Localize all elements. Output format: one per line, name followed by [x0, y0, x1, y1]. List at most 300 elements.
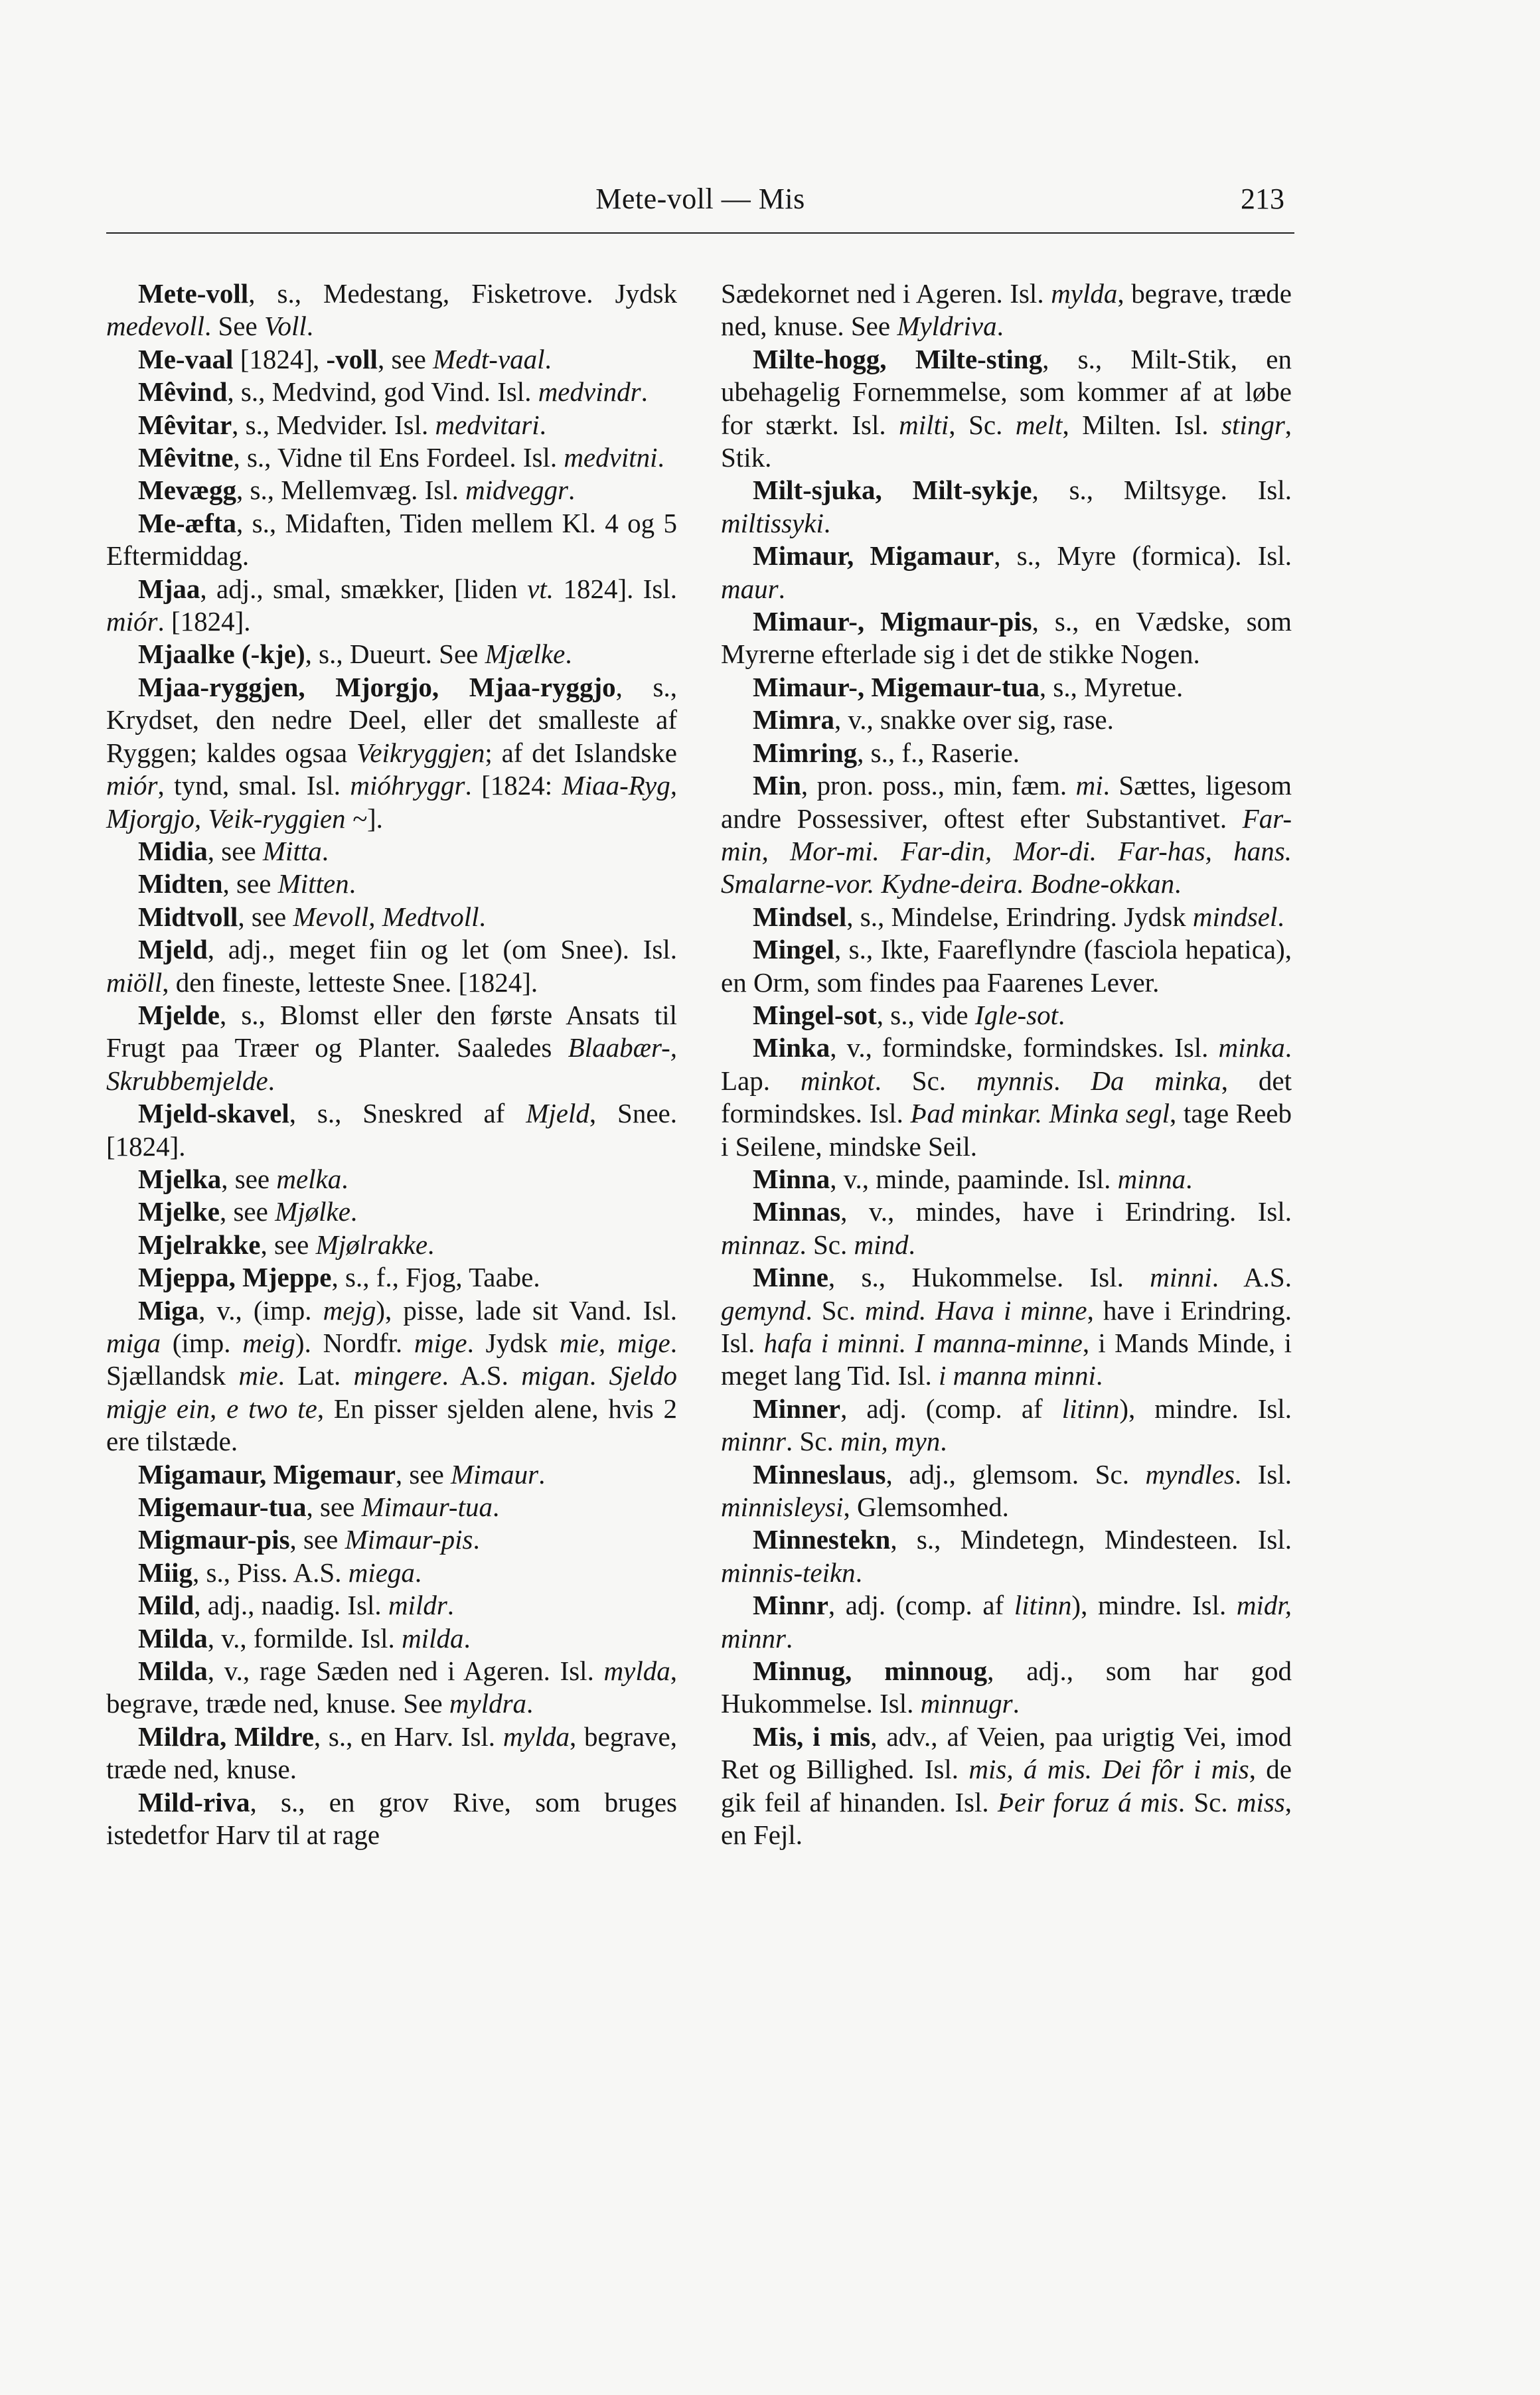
entry-text: , v., (imp. [198, 1294, 323, 1326]
entry-text: . [427, 1229, 435, 1260]
entry-text: , s., Midaften, Tiden mellem Kl. 4 og 5 Eftermiddag. [106, 507, 677, 572]
headword: Miig [138, 1557, 193, 1588]
headword: Migemaur-tua [138, 1492, 307, 1523]
italic-term: Veikryggjen [356, 737, 485, 768]
entry-text: . Sc. [785, 1426, 840, 1457]
italic-term: migan [521, 1360, 589, 1391]
entry-text: , adj. (comp. af [840, 1393, 1062, 1424]
italic-term: vt. [527, 573, 554, 604]
entry-text: , see [377, 343, 433, 374]
entry-text: , s., vide [876, 999, 975, 1030]
italic-term: Igle-sot [974, 999, 1059, 1030]
italic-term: midveggr [465, 475, 568, 506]
italic-term: stingr [1221, 409, 1285, 440]
dictionary-entry [106, 999, 677, 1097]
headword: Miga [138, 1294, 199, 1326]
dictionary-entry [721, 474, 1292, 540]
dictionary-entry [721, 1721, 1292, 1852]
headword: Minnr [753, 1590, 828, 1621]
entry-text: , see [289, 1524, 345, 1555]
headword: Milt-sjuka, Milt-sykje [753, 475, 1032, 506]
italic-term: minkot [800, 1065, 875, 1096]
entry-text: , adj. (comp. af [828, 1590, 1014, 1621]
entry-text: . [589, 1360, 609, 1391]
dictionary-entry [106, 1557, 677, 1589]
dictionary-entry [106, 1622, 677, 1655]
entry-text: ; af det Islandske [485, 737, 678, 768]
italic-term: midr, minnr [721, 1590, 1292, 1654]
entry-text: , adj., smal, smækker, [liden [200, 573, 528, 604]
entry-text: , Sc. [949, 409, 1016, 440]
headword: Minna [753, 1163, 830, 1194]
headword: Midia [138, 835, 208, 866]
headword: Mimra [753, 704, 834, 735]
running-title: Mete-voll — Mis [595, 183, 805, 215]
dictionary-entry [106, 1294, 677, 1458]
entry-text: , begrave, træde ned, knuse. See [721, 278, 1292, 342]
italic-term: mis, á mis. Dei fôr i mis [968, 1754, 1249, 1785]
italic-term: miss [1236, 1786, 1285, 1817]
entry-text: , Milten. Isl. [1062, 409, 1222, 440]
entry-text: . [268, 1065, 275, 1096]
entry-text: . [908, 1229, 915, 1260]
dictionary-entry [721, 1589, 1292, 1655]
entry-text: . [447, 1590, 455, 1621]
entry-text: , v., minde, paaminde. Isl. [830, 1163, 1118, 1194]
entry-text: (imp. [161, 1328, 243, 1358]
italic-term: medvindr [538, 376, 641, 408]
entry-text: , s., Myretue. [1039, 671, 1184, 702]
italic-term: mige [414, 1328, 467, 1358]
headword: -voll [326, 343, 378, 374]
italic-term: min, myn [840, 1426, 941, 1457]
italic-term: litinn [1014, 1590, 1072, 1621]
italic-term: Voll [264, 311, 307, 342]
headword: Mingel-sot [753, 999, 877, 1030]
entry-text: ), pisse, lade sit Vand. Isl. [376, 1294, 677, 1326]
headword: Milda [138, 1622, 208, 1654]
entry-text: . [479, 901, 486, 932]
entry-text: , v., mindes, have i Erindring. Isl. [840, 1196, 1292, 1227]
italic-term: milti [899, 409, 949, 440]
entry-text: , v., formindske, formindskes. Isl. [830, 1032, 1219, 1063]
dictionary-entry [721, 704, 1292, 736]
italic-term: melt [1015, 409, 1063, 440]
headword: Mêvitar [138, 409, 232, 440]
entry-text: , Snee. [1824]. [106, 1098, 677, 1162]
dictionary-entry [106, 277, 677, 343]
italic-term: hafa i minni. I manna-minne [763, 1328, 1083, 1358]
headword: Mimring [753, 737, 858, 768]
entry-text: . Sc. [805, 1294, 865, 1326]
italic-term: Mitta [262, 835, 322, 866]
italic-term: melka [276, 1163, 342, 1194]
dictionary-entry [106, 343, 677, 376]
entry-text: . Jydsk [467, 1328, 560, 1358]
italic-term: minnr [721, 1426, 786, 1457]
headword: Mjeld [138, 934, 208, 965]
italic-term: miltissyki [721, 507, 824, 538]
italic-term: litinn [1061, 1393, 1120, 1424]
italic-term: minni [1150, 1262, 1212, 1293]
entry-text [235, 639, 242, 669]
dictionary-entry [721, 1523, 1292, 1589]
entry-text: , s., f., Raserie. [857, 737, 1020, 768]
entry-text: , s., Milt-Stik, en ubehagelig Fornemmelse, som kommer af at løbe for stærkt. Isl. [721, 343, 1292, 440]
dictionary-entry [721, 1032, 1292, 1163]
entry-text: , i Mands Minde, i meget lang Tid. Isl. [721, 1328, 1292, 1391]
headword: Minnug, minnoug [753, 1656, 988, 1687]
italic-term: Mitten [277, 868, 349, 899]
entry-text: . [565, 639, 572, 670]
entry-text: . [414, 1557, 422, 1588]
italic-term: minnaz [721, 1229, 800, 1260]
entry-text: . [785, 1622, 793, 1654]
headword: Mêvitne [138, 442, 234, 473]
italic-term: Mjeld [526, 1098, 589, 1129]
entry-text: . Sc. [799, 1229, 854, 1260]
entry-text: , s., Medvind, god Vind. Isl. [227, 376, 538, 408]
entry-text: , v., rage Sæden ned i Ageren. Isl. [207, 1656, 604, 1687]
headword: Mjeppa, Mjeppe [138, 1262, 332, 1293]
entry-text: . [306, 311, 313, 342]
headword: Milda [138, 1656, 208, 1687]
entry-text: , s., Piss. A.S. [192, 1557, 348, 1588]
headword: Mild-riva [138, 1786, 250, 1817]
headword: Minne [753, 1262, 828, 1293]
entry-text: . [1186, 1163, 1193, 1194]
entry-text: . [348, 868, 356, 899]
headword: Mete-voll [138, 278, 249, 309]
entry-text: . Sjællandsk [106, 1328, 677, 1391]
italic-term: Mjølrakke [315, 1229, 428, 1260]
entry-text: , s., Medvider. Isl. [232, 409, 435, 440]
dictionary-entry [106, 1655, 677, 1721]
italic-term: mindsel [1192, 901, 1278, 932]
headword: Me-æfta [138, 507, 236, 538]
headword: (-kje) [242, 639, 305, 670]
headword: Mêvind [138, 376, 228, 408]
headword: Midten [138, 868, 223, 899]
italic-term: Da minka [1091, 1065, 1221, 1096]
italic-term: minna [1117, 1163, 1186, 1194]
entry-text: , have i Erindring. Isl. [721, 1294, 1292, 1358]
entry-text: . [463, 1622, 471, 1654]
dictionary-entry [721, 933, 1292, 999]
dictionary-entry [106, 1458, 677, 1491]
headword: Mindsel [753, 901, 847, 932]
dictionary-entry [721, 1163, 1292, 1196]
entry-text: . [1174, 868, 1182, 899]
entry-text: . Sættes, ligesom andre Possessiver, oftest efter Substantivet. [721, 770, 1292, 834]
entry-text: , s., en Vædske, som Myrerne efterlade sig i det de stikke Nogen. [721, 606, 1292, 670]
entry-text: , tynd, smal. Isl. [157, 770, 350, 801]
italic-term: Mevoll, Medtvoll [293, 901, 479, 932]
dictionary-entry [106, 1196, 677, 1228]
dictionary-entry [721, 901, 1292, 933]
page-number: 213 [1241, 183, 1284, 215]
entry-text: , adv., af Veien, paa urigtig Vei, imod Ret og Billighed. Isl. [721, 1721, 1292, 1785]
dictionary-entry [106, 474, 677, 506]
entry-text: , s., Vidne til Ens Fordeel. Isl. [233, 442, 564, 473]
dictionary-entry [721, 769, 1292, 901]
dictionary-entry [106, 638, 677, 670]
entry-text: . Lap. [721, 1032, 1292, 1096]
headword: Mis, i mis [753, 1721, 871, 1752]
italic-term: miöll [106, 966, 163, 998]
entry-text: , see [306, 1492, 362, 1523]
headword: Me-vaal [138, 343, 234, 374]
dictionary-entry [106, 1589, 677, 1622]
headword: Migmaur-pis [138, 1524, 290, 1555]
italic-term: milda [402, 1622, 464, 1654]
entry-text: , see [207, 835, 263, 866]
dictionary-entry [721, 737, 1292, 769]
entry-text: . Sc. [874, 1065, 977, 1096]
headword: Mildra, Mildre [138, 1721, 314, 1752]
entry-text: . [1277, 901, 1284, 932]
dictionary-entry [721, 605, 1292, 671]
dictionary-entry [106, 1523, 677, 1556]
headword: Mjelde [138, 999, 220, 1030]
dictionary-entry [721, 343, 1292, 475]
entry-text: , s., f., Fjog, Taabe. [331, 1262, 540, 1293]
entry-text: , pron. poss., min, fæm. [801, 770, 1076, 801]
entry-text: . [657, 442, 664, 473]
headword: Minka [753, 1032, 830, 1063]
dictionary-entry [106, 671, 677, 835]
headword: Mjeld-skavel [138, 1098, 289, 1129]
italic-term: minnisleysi [721, 1492, 844, 1523]
dictionary-entry [106, 1261, 677, 1294]
entry-text: , see [395, 1458, 451, 1490]
entry-text: , en Fejl. [721, 1786, 1292, 1851]
italic-term: Miaa-Ryg, Mjorgjo, Veik-ryggien ~ [106, 770, 677, 834]
entry-text: , s., Mellemvæg. Isl. [236, 475, 466, 506]
italic-term: Þad minkar. Minka segl [910, 1098, 1170, 1129]
entry-text: Sædekornet ned i Ageren. Isl. [721, 278, 1051, 309]
dictionary-entry [106, 933, 677, 999]
entry-text: . [778, 573, 785, 604]
headword: Mimaur, Migamaur [753, 540, 994, 572]
headword: Minneslaus [753, 1458, 886, 1490]
italic-term: miór [106, 606, 158, 637]
dictionary-entry [106, 376, 677, 408]
dictionary-entry [106, 441, 677, 474]
italic-term: Mimaur-tua [361, 1492, 493, 1523]
italic-term: mind. Hava i minne [865, 1294, 1087, 1326]
italic-term: i manna minni [939, 1360, 1096, 1391]
dictionary-entry [721, 277, 1292, 343]
dictionary-entry [106, 868, 677, 900]
entry-text: , s., Mindetegn, Mindesteen. Isl. [890, 1524, 1292, 1555]
headword: Mimaur-, Migemaur-tua [753, 671, 1040, 702]
entry-text: . See [204, 311, 264, 342]
dictionary-entry [106, 1786, 677, 1852]
italic-term: mylda [603, 1656, 670, 1687]
dictionary-entry [721, 1261, 1292, 1393]
entry-text: , begrave, træde ned, knuse. See [106, 1656, 677, 1719]
entry-text: ]. [366, 803, 383, 834]
headword: Mjelrakke [138, 1229, 261, 1260]
dictionary-entry [106, 1491, 677, 1523]
italic-term: mie [238, 1360, 278, 1391]
entry-text: . [823, 507, 831, 538]
headword: Midtvoll [138, 901, 238, 932]
italic-term: mióhryggr [350, 770, 465, 801]
dictionary-entry [721, 999, 1292, 1032]
entry-text: , see [238, 901, 293, 932]
entry-text: ). Nordfr. [295, 1328, 414, 1358]
entry-text: , s., Ikte, Faareflyndre (fasciola hepatica), en Orm, som findes paa Faarenes Lever. [721, 934, 1292, 998]
italic-term: Sjeldo migje ein, e two te [106, 1360, 677, 1424]
entry-text: . [538, 1458, 546, 1490]
entry-text: , adj., som har god Hukommelse. Isl. [721, 1656, 1292, 1719]
italic-term: miega [348, 1557, 415, 1588]
entry-text: , s., Sneskred af [289, 1098, 526, 1129]
italic-term: mylda [1051, 278, 1118, 309]
entry-text: , s., Krydset, den nedre Deel, eller det smalleste af Ryggen; kaldes ogsaa [106, 671, 677, 768]
entry-text: , En pisser sjelden alene, hvis 2 ere tilstæde. [106, 1393, 677, 1457]
entry-text: . [996, 311, 1004, 342]
italic-term: mind [854, 1229, 909, 1260]
italic-term: miga [106, 1328, 161, 1358]
dictionary-entry [106, 901, 677, 933]
headword: Mjaa-ryggjen, Mjorgjo, Mjaa-ryggjo [138, 671, 616, 702]
italic-term: medvitari [435, 409, 540, 440]
italic-term: Mjælke [485, 639, 566, 670]
entry-text: . [526, 1688, 534, 1719]
entry-text: , begrave, træde ned, knuse. [106, 1721, 678, 1785]
italic-term: minnis-teikn [721, 1557, 856, 1588]
headword: Mjelke [138, 1196, 220, 1227]
entry-text: 1824]. Isl. [554, 573, 678, 604]
italic-term: mingere [353, 1360, 442, 1391]
entry-text: , Stik. [721, 409, 1292, 473]
entry-text: . [350, 1196, 358, 1227]
dictionary-entry [721, 1655, 1292, 1721]
entry-text: . [1824]. [157, 606, 251, 637]
entry-text: , det formindskes. Isl. [721, 1065, 1292, 1129]
entry-text: ), mindre. Isl. [1119, 1393, 1292, 1424]
dictionary-entry [721, 671, 1292, 704]
entry-text: , den fineste, letteste Snee. [1824]. [162, 966, 538, 998]
entry-text: . [1012, 1688, 1020, 1719]
entry-text: [1824], [233, 343, 327, 374]
entry-text: . [492, 1492, 500, 1523]
italic-term: minka [1218, 1032, 1285, 1063]
entry-text: , s., Hukommelse. Isl. [828, 1262, 1150, 1293]
entry-text: . [1053, 1065, 1091, 1096]
italic-term: Far-min, Mor-mi. Far-din, Mor-di. Far-has, hans. Smalarne-vor. Kydne-deira. Bodne-okkan [721, 803, 1292, 899]
entry-text: . Sc. [1178, 1786, 1237, 1817]
dictionary-entry [721, 540, 1292, 605]
italic-term: myldra [449, 1688, 527, 1719]
italic-term: Myldriva [897, 311, 997, 342]
entry-text: . Isl. [1234, 1458, 1292, 1490]
entry-text: , s., Dueurt. See [305, 639, 485, 670]
italic-term: Blaabær-, Skrubbemjelde [106, 1032, 677, 1096]
headword: Minnestekn [753, 1524, 891, 1555]
entry-text: . [341, 1163, 348, 1194]
entry-text: . [1095, 1360, 1103, 1391]
entry-text: , see [219, 1196, 275, 1227]
dictionary-entry [106, 507, 677, 573]
entry-text: , adj., glemsom. Sc. [886, 1458, 1146, 1490]
italic-term: minnugr [920, 1688, 1013, 1719]
entry-text: , s., Mindelse, Erindring. Jydsk [846, 901, 1193, 932]
entry-text: . [641, 376, 648, 408]
dictionary-entry [721, 1393, 1292, 1458]
entry-text: , adj., meget fiin og let (om Snee). Isl. [207, 934, 677, 965]
italic-term: mi [1075, 770, 1103, 801]
entry-text: , s., Blomst eller den første Ansats til Frugt paa Træer og Planter. Saaledes [106, 999, 677, 1063]
dictionary-entry [106, 1229, 677, 1261]
headword: Migamaur, Migemaur [138, 1458, 396, 1490]
entry-text: . Lat. [277, 1360, 354, 1391]
entry-text: . [539, 409, 546, 440]
italic-term: mejg [323, 1294, 376, 1326]
entry-text: , s., Medestang, Fisketrove. Jydsk [248, 278, 677, 309]
dictionary-entry [106, 1163, 677, 1196]
italic-term: gemynd [721, 1294, 806, 1326]
italic-term: miór [106, 770, 158, 801]
italic-term: Medt-vaal [433, 343, 545, 374]
headword: Mjaalke [138, 639, 235, 670]
entry-text: . [321, 835, 329, 866]
entry-text: , v., formilde. Isl. [207, 1622, 402, 1654]
entry-text: . [1058, 999, 1065, 1030]
italic-term: Mjølke [275, 1196, 350, 1227]
entry-text: . [544, 343, 552, 374]
headword: Mjaa [138, 573, 200, 604]
italic-term: Mimaur [451, 1458, 539, 1490]
entry-text: . [568, 475, 576, 506]
entry-text: , see [222, 868, 278, 899]
entry-text: ), mindre. Isl. [1071, 1590, 1237, 1621]
entry-text: , s., Miltsyge. Isl. [1032, 475, 1292, 506]
entry-text: . A.S. [441, 1360, 522, 1391]
entry-text: . A.S. [1211, 1262, 1292, 1293]
dictionary-entry [106, 1721, 677, 1786]
dictionary-entry [106, 409, 677, 441]
dictionary-entry [106, 1097, 677, 1163]
headword: Minner [753, 1393, 841, 1424]
entry-text: , v., snakke over sig, rase. [834, 704, 1114, 735]
headword: Min [753, 770, 801, 801]
entry-text: , Glemsomhed. [843, 1492, 1009, 1523]
headword: Mingel [753, 934, 834, 965]
headword: Mimaur-, Migmaur-pis [753, 606, 1032, 637]
entry-text: . [855, 1557, 862, 1588]
italic-term: medevoll [106, 311, 204, 342]
entry-text: . [940, 1426, 947, 1457]
entry-text: , s., en grov Rive, som bruges istedetfor Harv til at rage [106, 1786, 677, 1851]
headword: Minnas [753, 1196, 841, 1227]
entry-text: , see [260, 1229, 316, 1260]
italic-term: maur [721, 573, 779, 604]
headword: Mevægg [138, 475, 237, 506]
dictionary-entry [721, 1458, 1292, 1524]
entry-text: , s., en Harv. Isl. [313, 1721, 503, 1752]
italic-term: medvitni [564, 442, 658, 473]
italic-term: Þeir foruz á mis [997, 1786, 1178, 1817]
entry-text: , tage Reeb i Seilene, mindske Seil. [721, 1098, 1292, 1162]
italic-term: Mimaur-pis [345, 1524, 473, 1555]
entry-text: , s., Myre (formica). Isl. [994, 540, 1292, 572]
dictionary-entry [106, 573, 677, 639]
left-column [106, 277, 677, 1852]
